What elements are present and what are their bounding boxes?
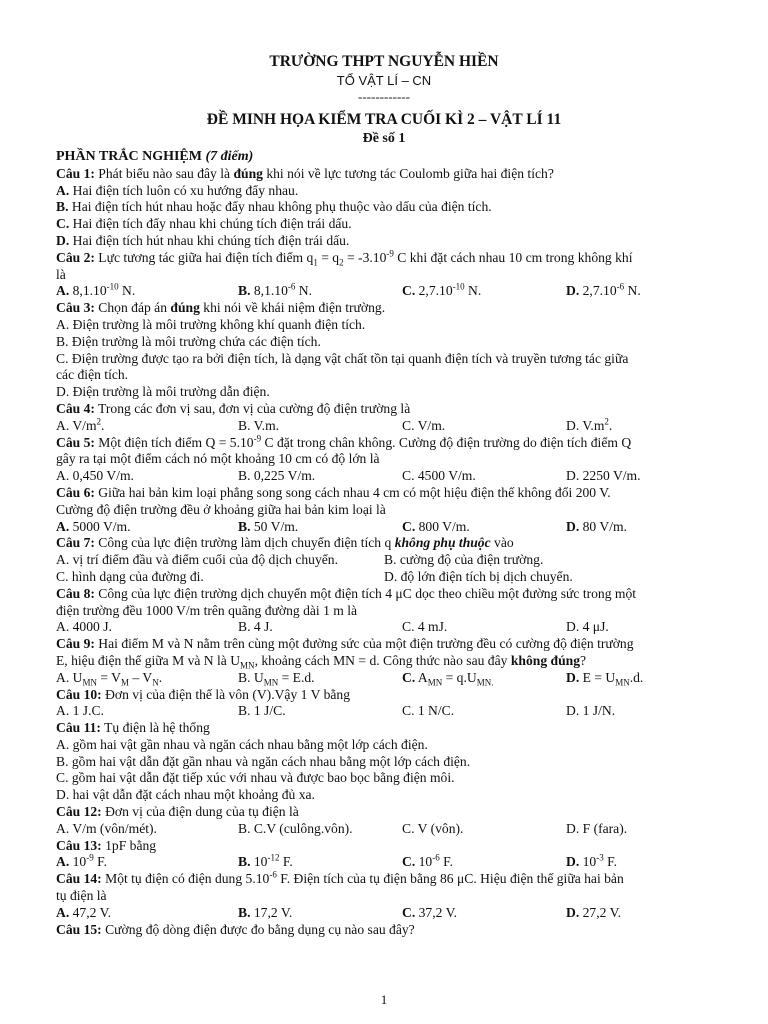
option-c: C. Hai điện tích đẩy nhau khi chúng tích điện trái dấu.: [56, 216, 352, 232]
exam-title: ĐỀ MINH HỌA KIỂM TRA CUỐI KÌ 2 – VẬT LÍ 11: [206, 111, 562, 128]
question-2: Câu 2: Lực tương tác giữa hai điện tích điểm $q_1 = q_2 = -3.10^{-9}$ C khi đặt cách nhau 10 cm trong không khí là A. $8,1.10^{-10}$ N. B. $8,1.10^{-6}$ N. C. $2,7.10^{-10}$ N. D. $2,7.10^{-6}$ N.: [56, 250, 712, 300]
question-10: Câu 10: Đơn vị của điện thế là vôn (V).Vậy 1 V bằng A. 1 J.C. B. 1 J/C. C. 1 N/C. D. 1 J/N.: [56, 686, 616, 719]
question-14: Câu 14: Một tụ điện có điện dung $5.10^{-6}$ F. Điện tích của tụ điện bằng 86 μC. Hiệu điện thế giữa hai bản tụ điện là A. 47,2 V. B. 17,2 V. C. 37,2 V. D. 27,2 V.: [56, 869, 624, 920]
question-11: Câu 11: Tụ điện là hệ thống A. gồm hai vật gần nhau và ngăn cách nhau bằng một lớp cách điện. B. gồm hai vật dẫn đặt gần nhau và ngăn cách nhau bằng một lớp cách điện. C. gồm hai vật dẫn đặt tiếp xúc với nhau và được bao bọc bằng điện môi. D. hai vật dẫn đặt cách nhau một khoảng đủ xa.: [56, 720, 471, 803]
question-9: Câu 9: Hai điểm M và N nằm trên cùng một đường sức của một điện trường đều có cường độ điện trường E, hiệu điện thế giữa M và N là $U_{MN}$, khoảng cách MN = d. Công thức nào sau đây không đúng? A. $U_{MN} = V_M - V_N$. B. $U_{MN} = E.d$. C. $A_{MN} = q.U_{MN.}$ D. $E = U_{MN}.d$.: [56, 636, 644, 688]
separator: ------------: [358, 89, 410, 104]
question-13: Câu 13: 1pF bằng A. $10^{-9}$ F. B. $10^{-12}$ F. C. $10^{-6}$ F. D. $10^{-3}$ F.: [56, 837, 617, 870]
section-heading: PHẦN TRẮC NGHIỆM (7 điểm): [56, 149, 254, 164]
question-6: Câu 6: Giữa hai bản kim loại phẳng song song cách nhau 4 cm có một hiệu điện thế không đổi 200 V. Cường độ điện trường đều ở khoảng giữa hai bản kim loại là A. 5000 V/m. B. 50 V/m. C. 800 V/m. D. 80 V/m.: [56, 484, 627, 534]
question-12: Câu 12: Đơn vị của điện dung của tụ điện là A. V/m (vôn/mét). B. C.V (culông.vôn). C. V (vôn). D. F (fara).: [56, 804, 628, 836]
question-15: Câu 15: Cường độ dòng điện được đo bằng dụng cụ nào sau đây?: [56, 921, 415, 937]
question-1: Câu 1: Phát biểu nào sau đây là đúng khi nói về lực tương tác Coulomb giữa hai điện tích? A. Hai điện tích luôn có xu hướng đẩy nhau. B. Hai điện tích hút nhau hoặc đẩy nhau không phụ thuộc vào dấu của điện tích. C. Hai điện tích đẩy nhau khi chúng tích điện trái dấu. D. Hai điện tích hút nhau khi chúng tích điện trái dấu.: [56, 166, 712, 250]
option-d: D. Hai điện tích hút nhau khi chúng tích điện trái dấu.: [56, 232, 350, 248]
options-row: A. $8,1.10^{-10}$ N. B. $8,1.10^{-6}$ N. C. $2,7.10^{-10}$ N. D. $2,7.10^{-6}$ N.: [56, 281, 641, 299]
department: TỔ VẬT LÍ – CN: [336, 73, 432, 88]
page-number: 1: [380, 992, 388, 1007]
option-a: A. Hai điện tích luôn có xu hướng đẩy nhau.: [56, 182, 299, 198]
question-5: Câu 5: Một điện tích điểm $Q = 5.10^{-9}$ C đặt trong chân không. Cường độ điện trường do điện tích điểm Q gây ra tại một điểm cách nó một khoảng 10 cm có độ lớn là A. 0,450 V/m. B. 0,225 V/m. C. 4500 V/m. D. 2250 V/m.: [56, 433, 641, 484]
question-8: Câu 8: Công của lực điện trường dịch chuyển một điện tích 4 μC dọc theo chiều một đường sức trong một điện trường đều 1000 V/m trên quãng đường dài 1 m là A. 4000 J. B. 4 J. C. 4 mJ. D. 4 μJ.: [56, 585, 637, 635]
question-3: Câu 3: Chọn đáp án đúng khi nói về khái niệm điện trường. A. Điện trường là môi trường không khí quanh điện tích. B. Điện trường là môi trường chứa các điện tích. C. Điện trường được tạo ra bởi điện tích, là dạng vật chất tồn tại quanh điện tích và truyền tương tác giữa các điện tích. D. Điện trường là môi trường dẫn điện.: [56, 300, 629, 400]
option-b: B. Hai điện tích hút nhau hoặc đẩy nhau không phụ thuộc vào dấu của điện tích.: [56, 199, 492, 215]
question-4: Câu 4: Trong các đơn vị sau, đơn vị của cường độ điện trường là A. $V/m^2$. B. V.m. C. V/m. D. $V.m^2$.: [56, 400, 613, 433]
exam-number: Đề số 1: [362, 131, 406, 146]
school-name: TRƯỜNG THPT NGUYỄN HIỀN: [269, 53, 499, 70]
question-7: Câu 7: Công của lực điện trường làm dịch chuyển điện tích q không phụ thuộc vào A. vị trí điểm đầu và điểm cuối của độ dịch chuyển. B. cường độ của điện trường. C. hình dạng của đường đi. D. độ lớn điện tích bị dịch chuyển.: [56, 535, 573, 584]
